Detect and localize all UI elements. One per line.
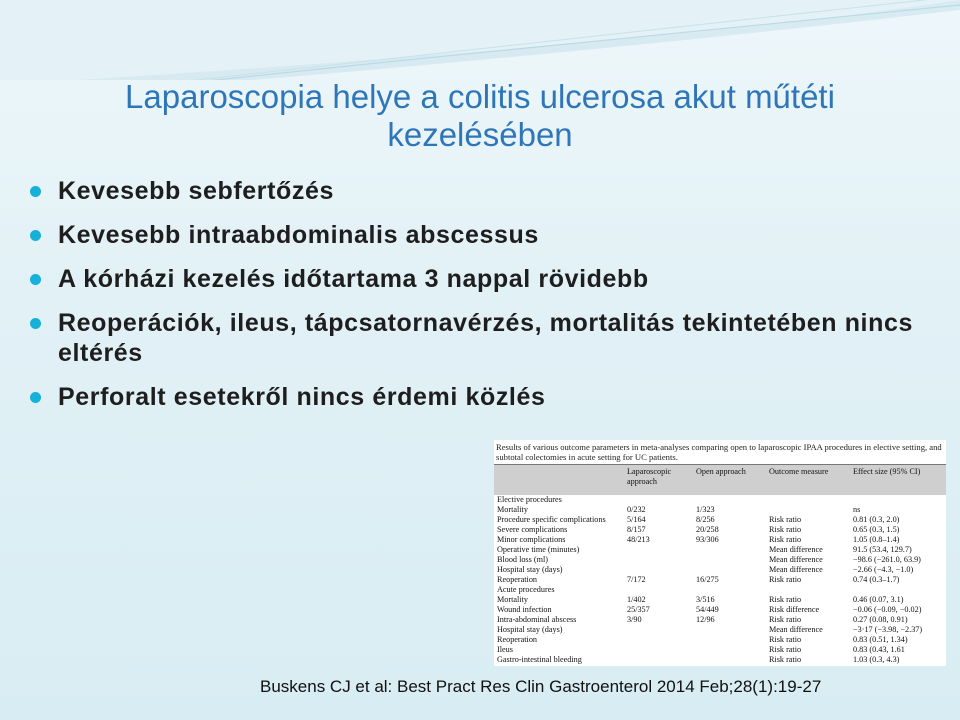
table-row [494,625,946,635]
table-cell: Procedure specific complications [497,515,606,524]
table-row [494,585,946,595]
table-cell: 0.46 (0.07, 3.1) [853,595,904,604]
table-cell: 12/96 [696,615,715,624]
table-cell: Risk ratio [769,525,802,534]
table-cell: Minor complications [497,535,566,544]
table-cell [693,555,766,565]
table-cell: Mortality [497,505,528,514]
table-cell [693,495,766,505]
table-row [494,645,946,655]
table-header-cell: Laparoscopic approach [624,465,693,496]
table-cell: Risk ratio [769,575,802,584]
table-cell: Risk difference [769,605,820,614]
bullet-item: A kórházi kezelés időtartama 3 nappal rövidebb [28,264,948,294]
table-header-cell: Effect size (95% CI) [850,465,946,496]
table-cell [624,565,693,575]
bullet-list [28,176,948,426]
table-cell: Acute procedures [497,585,555,594]
table-row [494,635,946,645]
table-cell: 0.65 (0.3, 1.5) [853,525,900,534]
table-cell: 8/256 [696,515,715,524]
table-cell: 0.74 (0.3–1.7) [853,575,900,584]
table-cell: 16/275 [696,575,719,584]
bullet-item: Reoperációk, ileus, tápcsatornavérzés, mortalitás tekintetében nincs eltérés [28,308,948,368]
outcome-table [494,464,946,665]
table-cell: Hospital stay (days) [497,565,563,574]
table-cell: Blood loss (ml) [497,555,548,564]
table-row [494,655,946,665]
table-cell [693,655,766,665]
table-cell: Mean difference [769,625,823,634]
table-cell: Intra-abdominal abscess [497,615,577,624]
table-cell: 1/402 [627,595,646,604]
table-cell: Mean difference [769,555,823,564]
table-cell [766,495,850,505]
table-cell [624,635,693,645]
table-row [494,605,946,615]
table-cell: 0.83 (0.43, 1.61 [853,645,905,654]
table-header-cell: Open approach [693,465,766,496]
table-cell [850,495,946,505]
table-cell: Risk ratio [769,645,802,654]
table-cell: 54/449 [696,605,719,614]
table-cell [850,585,946,595]
table-cell [624,545,693,555]
table-cell: Mean difference [769,545,823,554]
table-cell: 93/306 [696,535,719,544]
table-cell: 8/157 [627,525,646,534]
table-cell: Reoperation [497,575,538,584]
table-cell: 7/172 [627,575,646,584]
bullet-item: Perforalt esetekről nincs érdemi közlés [28,382,948,412]
table-caption: Results of various outcome parameters in meta-analyses comparing open to laparoscopic IPAA procedures in elective setting, and subtotal colectomies in acute setting for UC patients. [496,442,942,462]
table-cell: 0.81 (0.3, 2.0) [853,515,900,524]
bullet-dot-icon [30,274,41,285]
table-cell: 91.5 (53.4, 129.7) [853,545,912,554]
table-cell: 48/213 [627,535,650,544]
table-cell: Hospital stay (days) [497,625,563,634]
bullet-dot-icon [30,318,41,329]
table-cell: 5/164 [627,515,646,524]
table-row [494,545,946,555]
table-cell: Risk ratio [769,615,802,624]
table-cell [624,645,693,655]
table-cell [693,635,766,645]
table-cell: −0.06 (−0.09, −0.02) [853,605,922,614]
table-cell: 3/516 [696,595,715,604]
table-row [494,535,946,545]
table-cell: Gastro-intestinal bleeding [497,655,582,664]
table-cell: Risk ratio [769,515,802,524]
table-cell: 0.83 (0.51, 1.34) [853,635,908,644]
bullet-dot-icon [30,230,41,241]
table-cell: Risk ratio [769,595,802,604]
table-cell: Reoperation [497,635,538,644]
table-cell: 3/90 [627,615,642,624]
table-cell [693,585,766,595]
table-cell [693,565,766,575]
table-cell: Mean difference [769,565,823,574]
table-cell [766,505,850,515]
slide-title: Laparoscopia helye a colitis ulcerosa akut műtéti kezelésében [125,78,835,153]
table-cell: Operative time (minutes) [497,545,580,554]
table-cell: 20/258 [696,525,719,534]
table-row [494,505,946,515]
table-row [494,515,946,525]
table-row [494,575,946,585]
table-row [494,495,946,505]
table-row [494,565,946,575]
table-cell [693,645,766,655]
table-row [494,525,946,535]
header-wave-decoration [0,0,960,80]
outcome-table-image [494,440,946,666]
table-cell: 1/323 [696,505,715,514]
table-cell: 0/232 [627,505,646,514]
bullet-item: Kevesebb sebfertőzés [28,176,948,206]
table-cell [624,495,693,505]
table-cell: 25/357 [627,605,650,614]
table-cell: Risk ratio [769,635,802,644]
table-row [494,615,946,625]
table-cell: −2.66 (−4.3, −1.0) [853,565,914,574]
table-row [494,555,946,565]
table-cell: −3·17 (−3.98, −2.37) [853,625,923,634]
table-header-blank [494,465,624,496]
table-cell: Severe complications [497,525,568,534]
table-cell: 1.05 (0.8–1.4) [853,535,900,544]
table-cell: Ileus [497,645,513,654]
table-cell: Wound infection [497,605,552,614]
table-cell [624,585,693,595]
table-cell: 0.27 (0.08, 0.91) [853,615,908,624]
table-cell [766,585,850,595]
table-cell: Mortality [497,595,528,604]
table-row [494,595,946,605]
table-cell: Risk ratio [769,535,802,544]
table-cell: Risk ratio [769,655,802,664]
table-header-row [494,465,946,496]
table-cell [693,625,766,635]
bullet-dot-icon [30,186,41,197]
table-cell [624,625,693,635]
bullet-dot-icon [30,392,41,403]
bullet-item: Kevesebb intraabdominalis abscessus [28,220,948,250]
citation: Buskens CJ et al: Best Pract Res Clin Gastroenterol 2014 Feb;28(1):19-27 [260,677,822,696]
table-cell: −98.6 (−261.0, 63.9) [853,555,921,564]
table-cell: 1.03 (0.3, 4.3) [853,655,900,664]
table-cell [624,555,693,565]
table-header-cell: Outcome measure [766,465,850,496]
table-cell: Elective procedures [497,495,562,504]
table-cell: ns [853,505,861,514]
table-cell [624,655,693,665]
table-cell [693,545,766,555]
